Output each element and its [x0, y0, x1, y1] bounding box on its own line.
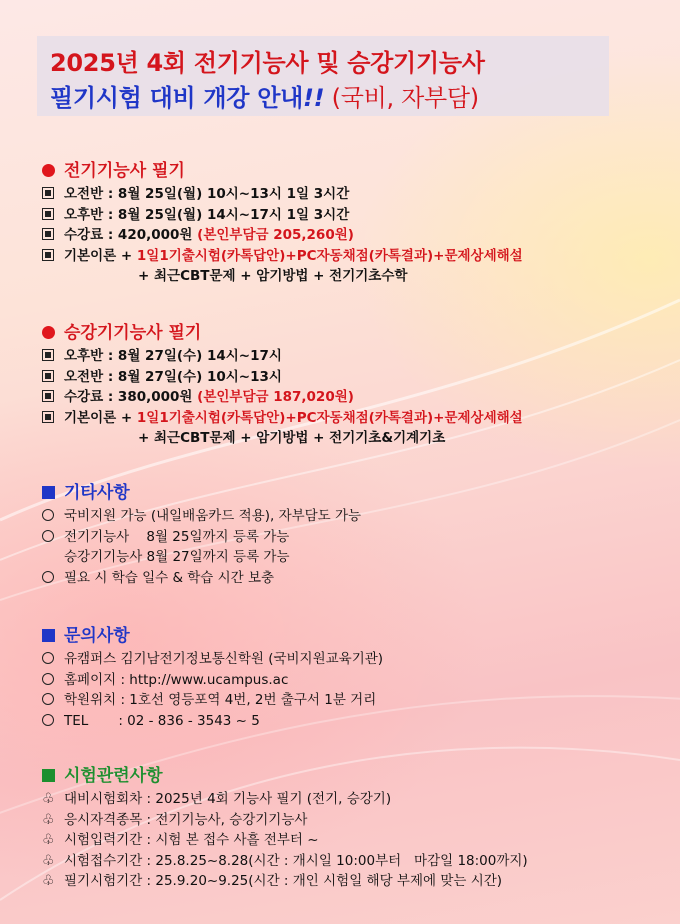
list-item-continuation: 승강기기능사 8월 27일까지 등록 가능 — [64, 549, 290, 565]
green-square-icon — [42, 769, 55, 782]
list-item: 기본이론 + 1일1기출시험(카톡답안)+PC자동채점(카톡결과)+문제상세해설 — [42, 246, 662, 267]
subtitle-note: (국비, 자부담) — [324, 84, 479, 112]
list-item: 수강료 : 420,000원 (본인부담금 205,260원) — [42, 225, 662, 246]
list-item: ♧ 시험접수기간 : 25.8.25~8.28(시간 : 개시일 10:00부터 마감일 18:00까지) — [42, 851, 662, 872]
list-item: 필요 시 학습 일수 & 학습 시간 보충 — [42, 568, 662, 589]
red-dot-icon — [42, 326, 55, 339]
circle-bullet-icon — [42, 530, 54, 542]
list-item: TEL : 02 - 836 - 3543 ~ 5 — [42, 711, 662, 732]
circle-bullet-icon — [42, 714, 54, 726]
list-item: 오후반 : 8월 27일(수) 14시~17시 — [42, 346, 662, 367]
blue-square-icon — [42, 629, 55, 642]
club-icon: ♧ — [42, 791, 55, 807]
circle-bullet-icon — [42, 652, 54, 664]
section-contact-heading: 문의사항 — [42, 625, 662, 649]
club-icon: ♧ — [42, 852, 55, 869]
list-item: 오전반 : 8월 25일(월) 10시~13시 1일 3시간 — [42, 184, 662, 205]
section-electric — [42, 160, 662, 287]
list-item-continuation: + 최근CBT문제 + 암기방법 + 전기기초&기계기초 — [138, 430, 446, 446]
list-item: ♧ 응시자격종목 : 전기기능사, 승강기기능사 — [42, 810, 662, 831]
subtitle-exclamation: !! — [303, 84, 325, 112]
list-item: 유캠퍼스 김기남전기정보통신학원 (국비지원교육기관) — [42, 649, 662, 670]
list-item: ♧ 시험입력기간 : 시험 본 접수 사흘 전부터 ~ — [42, 830, 662, 851]
box-bullet-icon — [42, 370, 54, 382]
red-dot-icon — [42, 164, 55, 177]
box-bullet-icon — [42, 228, 54, 240]
page-subtitle — [50, 78, 479, 113]
circle-bullet-icon — [42, 509, 54, 521]
club-icon: ♧ — [42, 832, 55, 848]
club-icon: ♧ — [42, 873, 55, 889]
section-etc-heading: 기타사항 — [42, 482, 662, 506]
box-bullet-icon — [42, 349, 54, 361]
circle-bullet-icon — [42, 571, 54, 583]
box-bullet-icon — [42, 390, 54, 402]
section-electric-heading: 전기기능사 필기 — [42, 160, 662, 184]
section-etc — [42, 482, 662, 588]
box-bullet-icon — [42, 249, 54, 261]
list-item: ♧ 필기시험기간 : 25.9.20~9.25(시간 : 개인 시험일 해당 부제에 맞는 시간) — [42, 871, 662, 892]
box-bullet-icon — [42, 208, 54, 220]
box-bullet-icon — [42, 187, 54, 199]
box-bullet-icon — [42, 411, 54, 423]
section-exam-heading: 시험관련사항 — [42, 765, 662, 789]
section-elevator-heading: 승강기기능사 필기 — [42, 322, 662, 346]
list-item: 기본이론 + 1일1기출시험(카톡답안)+PC자동채점(카톡결과)+문제상세해설 — [42, 408, 662, 429]
section-contact — [42, 625, 662, 731]
list-item: 오후반 : 8월 25일(월) 14시~17시 1일 3시간 — [42, 205, 662, 226]
subtitle-main: 필기시험 대비 개강 안내 — [50, 84, 304, 112]
list-item: 학원위치 : 1호선 영등포역 4번, 2번 출구서 1분 거리 — [42, 690, 662, 711]
club-icon: ♧ — [42, 811, 55, 828]
list-item: ♧ 대비시험회차 : 2025년 4회 기능사 필기 (전기, 승강기) — [42, 789, 662, 810]
section-exam — [42, 765, 662, 892]
list-item: 전기기능사 8월 25일까지 등록 가능 — [42, 527, 662, 548]
list-item-continuation: + 최근CBT문제 + 암기방법 + 전기기초수학 — [138, 268, 408, 284]
list-item: 오전반 : 8월 27일(수) 10시~13시 — [42, 367, 662, 388]
list-item: 수강료 : 380,000원 (본인부담금 187,020원) — [42, 387, 662, 408]
circle-bullet-icon — [42, 673, 54, 685]
page-title: 2025년 4회 전기기능사 및 승강기기능사 — [50, 49, 485, 77]
circle-bullet-icon — [42, 693, 54, 705]
section-elevator — [42, 322, 662, 449]
blue-square-icon — [42, 486, 55, 499]
list-item[interactable] — [42, 670, 662, 691]
homepage-link: 홈페이지 : http://www.ucampus.ac — [64, 671, 289, 688]
list-item: 국비지원 가능 (내일배움카드 적용), 자부담도 가능 — [42, 506, 662, 527]
